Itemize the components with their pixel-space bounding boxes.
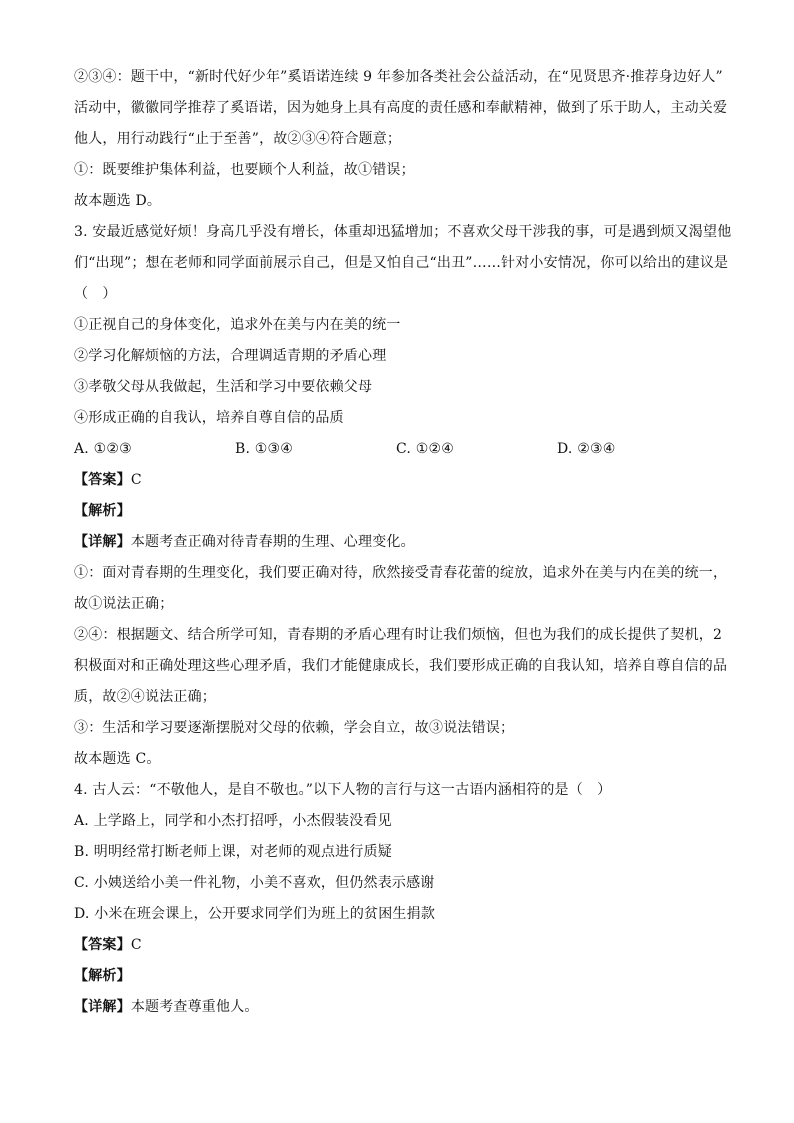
q2-explanation-line-2: 活动中，徽徽同学推荐了奚语诺，因为她身上具有高度的责任感和奉献精神，做到了乐于助人，主动关爱 — [74, 100, 728, 116]
q3-options — [74, 434, 720, 465]
q3-explanation-6: ③：生活和学习要逐渐摆脱对父母的依赖，学会自立，故③说法错误； — [74, 720, 515, 736]
q3-blank: （ ） — [74, 286, 117, 302]
q2-explanation-line-4: ①：既要维护集体利益，也要顾个人利益，故①错误； — [74, 162, 415, 178]
q3-analysis-tag: 【解析】 — [74, 503, 131, 519]
q3-explanation-1: ①：面对青春期的生理变化，我们要正确对待，欣然接受青春花蕾的绽放，追求外在美与内在美的统一， — [74, 565, 728, 581]
q4-detail-text: 本题考查尊重他人。 — [130, 999, 259, 1015]
q4-answer-value: C — [130, 937, 142, 953]
q4-detail-tag: 【详解】 — [74, 999, 131, 1015]
q3-detail — [74, 527, 720, 558]
q3-answer-tag: 【答案】 — [74, 472, 131, 488]
q4-answer-tag: 【答案】 — [74, 937, 131, 953]
q4-answer — [74, 930, 720, 961]
q3-detail-text: 本题考查正确对待青春期的生理、心理变化。 — [130, 534, 415, 550]
q3-explanation-3: ②④：根据题文、结合所学可知，青春期的矛盾心理有时让我们烦恼，但也为我们的成长提供了契机，2 — [74, 627, 723, 643]
q4-option-d: D. 小米在班会课上，公开要求同学们为班上的贫困生捐款 — [74, 906, 436, 922]
q3-option-d: D. ②③④ — [557, 441, 616, 457]
q3-conclusion: 故本题选 C。 — [74, 751, 161, 767]
q3-explanation-5: 质，故②④说法正确； — [74, 689, 216, 705]
q4-option-b: B. 明明经常打断老师上课，对老师的观点进行质疑 — [74, 844, 392, 860]
q4-option-a: A. 上学路上，同学和小杰打招呼，小杰假装没看见 — [74, 813, 392, 829]
q3-statement-3: ③孝敬父母从我做起，生活和学习中要依赖父母 — [74, 379, 373, 395]
q4-option-c: C. 小姨送给小美一件礼物，小美不喜欢，但仍然表示感谢 — [74, 875, 435, 891]
q2-explanation-line-3: 他人，用行动践行“止于至善”，故②③④符合题意； — [74, 131, 402, 147]
q3-statement-2: ②学习化解烦恼的方法，合理调适青期的矛盾心理 — [74, 348, 387, 364]
q3-explanation-4: 积极面对和正确处理这些心理矛盾，我们才能健康成长，我们要形成正确的自我认知，培养自尊自信的品 — [74, 658, 728, 674]
q4-stem: 4. 古人云：“不敬他人，是自不敬也。”以下人物的言行与这一古语内涵相符的是（ ） — [74, 782, 612, 798]
q3-explanation-2: 故①说法正确； — [74, 596, 174, 612]
q4-analysis-tag: 【解析】 — [74, 968, 131, 984]
q3-stem-line-1: 3. 安最近感觉好烦！身高几乎没有增长，体重却迅猛增加；不喜欢父母干涉我的事，可是遇到烦又渴望他 — [74, 224, 732, 240]
q3-answer — [74, 465, 720, 496]
q2-conclusion: 故本题选 D。 — [74, 193, 162, 209]
q3-stem-line-2: 们“出现”；想在老师和同学面前展示自己，但是又怕自己“出丑”……针对小安情况，你可以给出的建议是 — [74, 255, 729, 271]
q3-statement-4: ④形成正确的自我认，培养自尊自信的品质 — [74, 410, 344, 426]
q2-explanation-line-1: ②③④：题干中，“新时代好少年”奚语诺连续 9 年参加各类社会公益活动，在“见贤思齐·推荐身边好人” — [74, 69, 723, 85]
q4-detail — [74, 992, 720, 1023]
q3-option-a: A. ①②③ — [74, 441, 132, 457]
q3-answer-value: C — [130, 472, 142, 488]
q3-statement-1: ①正视自己的身体变化，追求外在美与内在美的统一 — [74, 317, 401, 333]
q3-option-b: B. ①③④ — [235, 441, 294, 457]
q3-detail-tag: 【详解】 — [74, 534, 131, 550]
q3-option-c: C. ①②④ — [396, 441, 454, 457]
